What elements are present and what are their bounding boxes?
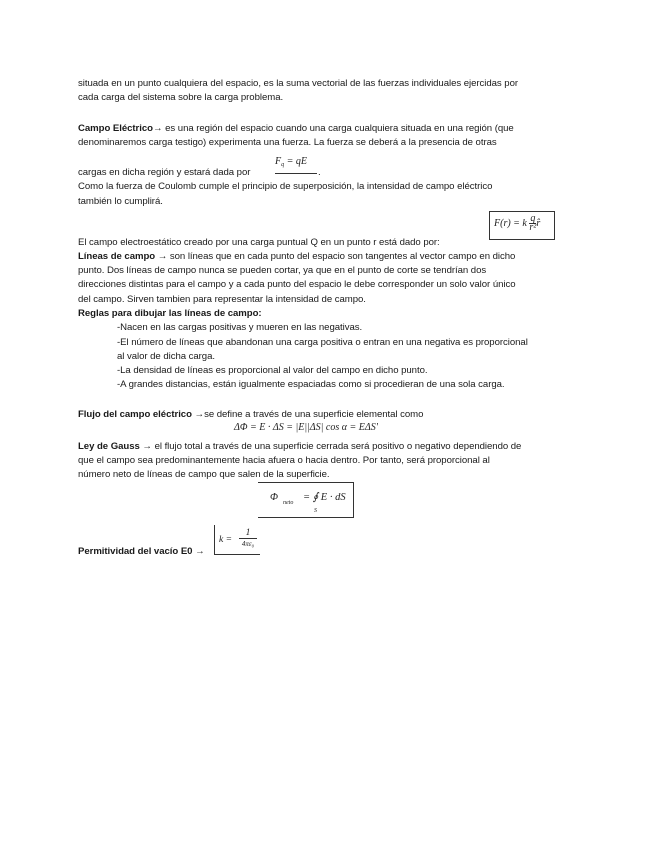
rule-item: -A grandes distancias, están igualmente espaciadas como si procedieran de una sola carga. (117, 379, 505, 390)
right-arrow-icon: → (194, 409, 205, 420)
paragraph-line: El campo electroestático creado por una carga puntual Q en un punto r está dado por: (78, 237, 440, 248)
campo-text: es una región del espacio cuando una carga cualquiera situada en una región (que (162, 123, 514, 134)
formula-lhs: k = (219, 535, 233, 545)
rule-item: -Nacen en las cargas positivas y mueren en las negativas. (117, 322, 363, 333)
formula-sub: q (281, 162, 285, 168)
formula-lhs: Φ (270, 492, 278, 503)
paragraph-line: situada en un punto cualquiera del espacio, es la suma vectorial de las fuerzas individuales ejercidas por (78, 78, 519, 89)
right-arrow-icon: → (157, 251, 168, 262)
paragraph-line: que el campo sea predominantemente hacia afuera o hacia dentro. Por tanto, será proporcional al (78, 455, 490, 466)
paragraph-line: direcciones distintas para el campo y a cada punto del espacio le debe corresponder un solo valor único (78, 279, 516, 290)
rule-item: -El número de líneas que abandonan una carga positiva o entran en una negativa es proporcional (117, 337, 528, 348)
formula-underline (275, 173, 317, 174)
gauss-text: el flujo total a través de una superficie cerrada será positivo o negativo dependiendo de (151, 441, 522, 452)
formula-box-electrostatic (489, 211, 555, 240)
reglas-heading-text: Reglas para dibujar las líneas de campo: (78, 308, 262, 319)
paragraph-line (78, 166, 250, 180)
gauss-term: Ley de Gauss (78, 441, 140, 452)
right-arrow-icon: → (195, 546, 205, 557)
gauss-line (78, 440, 521, 454)
paragraph-line: también lo cumplirá. (78, 196, 163, 207)
permitividad-line (78, 545, 205, 559)
paragraph-line: número neto de líneas de campo que salen de la superficie. (78, 469, 330, 480)
flujo-line (78, 408, 423, 422)
campo-electrico-term: Campo Eléctrico (78, 123, 153, 134)
campo-electrico-line (78, 122, 514, 136)
formula-box-k (214, 525, 260, 555)
formula-lhs: F (275, 156, 282, 167)
rule-item: -La densidad de líneas es proporcional al valor del campo en dicho punto. (117, 365, 428, 376)
formula-lhs: F(r) = k (494, 217, 527, 229)
period: . (318, 167, 321, 178)
formula-sub: neto (283, 500, 294, 506)
flujo-term: Flujo del campo eléctrico (78, 409, 192, 420)
formula-num: 1 (239, 529, 257, 539)
paragraph-line: cada carga del sistema sobre la carga problema. (78, 92, 284, 103)
lineas-text: son líneas que en cada punto del espacio son tangentes al vector campo en dicho (167, 251, 516, 262)
right-arrow-icon: → (142, 441, 152, 452)
campo-text: cargas en dicha región y estará dada por (78, 167, 251, 178)
formula-den: r² (529, 222, 537, 233)
formula-den: 4πε₀ (241, 540, 255, 548)
formula-rhs: = qE (286, 156, 307, 167)
paragraph-line: Como la fuerza de Coulomb cumple el principio de superposición, la intensidad de campo eléctrico (78, 181, 493, 192)
lineas-line (78, 250, 515, 264)
rule-item: al valor de dicha carga. (117, 351, 215, 362)
paragraph-line: punto. Dos líneas de campo nunca se pueden cortar, ya que en el punto de corte se tendrían dos (78, 265, 487, 276)
formula-rhs: = ∮ E · dS (303, 492, 346, 503)
permitividad-term: Permitividad del vacío E0 (78, 546, 193, 557)
formula-fq (275, 156, 319, 176)
paragraph-line: del campo. Sirven tambien para representar la intensidad de campo. (78, 294, 366, 305)
lineas-term: Líneas de campo (78, 251, 156, 262)
formula-tail: r̂ (536, 217, 541, 229)
flujo-text: se define a través de una superficie elemental como (204, 409, 424, 420)
paragraph-line: denominaremos carga testigo) experimenta una fuerza. La fuerza se deberá a la presencia de otras (78, 137, 497, 148)
formula-flujo: ΔΦ = E · ΔS = |E||ΔS| cos α = EΔS' (234, 422, 378, 433)
reglas-heading (78, 307, 262, 321)
right-arrow-icon: → (152, 123, 163, 134)
formula-box-gauss (258, 482, 354, 518)
formula-lower: S (314, 508, 317, 514)
formula-num: q (530, 213, 536, 224)
